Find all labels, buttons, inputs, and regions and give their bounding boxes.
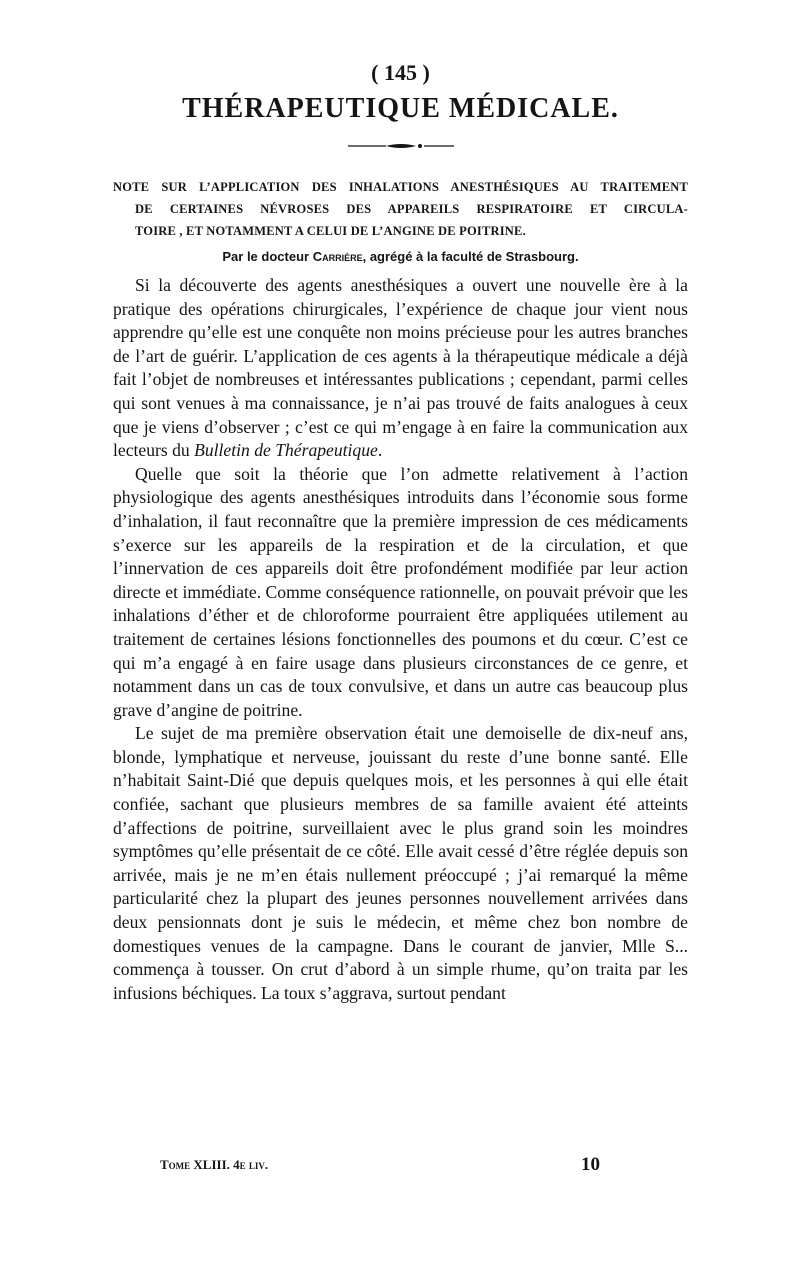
paragraph-1-end: . <box>377 440 383 461</box>
paragraph-3: Le sujet de ma première observation était une demoiselle de dix-neuf ans, blonde, lymphatique et nerveuse, jouissant du reste d’une bonne santé. Elle n’habitait Saint-Dié que depuis quelques mois, et les personnes à qui elle était confiée, sachant que plusieurs membres de sa famille avaient été atteints d’affections de poitrine, surveillaient avec le plus grand soin les moindres symptômes qu’elle présentait de ce côté. Elle avait cessé d’être réglée depuis son arrivée, mais je ne m’en étais nullement préoccupé ; j’ai remarqué la même particularité chez la plupart des jeunes personnes nouvellement arrivées dans deux pensionnats dont je suis le médecin, et même chez bon nombre de domestiques venues de la campagne. Dans le courant de janvier, Mlle S... commença à tousser. On crut d’abord à un simple rhume, qu’on traita par les infusions béchiques. La toux s’aggrava, surtout pendant <box>113 723 688 1003</box>
author-name: Carrière <box>312 249 363 264</box>
paragraph-1 <box>113 274 688 463</box>
paragraph-2: Quelle que soit la théorie que l’on admette relativement à l’action physiologique des agents anesthésiques introduits dans l’économie sous forme d’inhalation, il faut reconnaître que la première impression de ces médicaments s’exerce sur les appareils de la respiration et de la circulation, et que l’innervation de ces appareils doit être profondément modifiée par leur action directe et immédiate. Comme conséquence rationnelle, on pouvait prévoir que les inhalations d’éther et de chloroforme pourraient être appliquées utilement au traitement de certaines lésions fonctionnelles des poumons et du cœur. C’est ce qui m’a engagé à en faire usage dans plusieurs circonstances de ce genre, et notamment dans un cas de toux convulsive, et dans un autre cas beaucoup plus grave d’angine de poitrine. <box>113 463 688 720</box>
article-body <box>113 274 688 1005</box>
byline-affiliation: , agrégé à la faculté de Strasbourg. <box>362 249 579 264</box>
paragraph-1-text: Si la découverte des agents anesthésiques a ouvert une nouvelle ère à la pratique des opérations chirurgicales, l’expérience de chaque jour vient nous apprendre qu’elle est une conquête non moins précieuse pour les autres branches de l’art de guérir. L’application de ces agents à la thérapeutique médicale a déjà fait l’objet de nombreuses et intéressantes publications ; cependant, parmi celles qui sont venues à ma connaissance, je n’ai pas trouvé de faits analogues à ceux que je viens d’observer ; c’est ce qui m’engage à en faire la communication aux lecteurs du <box>113 275 688 461</box>
sheet-number: 10 <box>581 1154 600 1175</box>
byline-prefix: Par le docteur <box>222 249 313 264</box>
article-title-line-2: DE CERTAINES NÉVROSES DES APPAREILS RESPIRATOIRE ET CIRCULA- <box>135 202 688 216</box>
journal-title: Bulletin de Thérapeutique <box>194 440 378 461</box>
page-footer <box>160 1154 600 1176</box>
author-byline <box>113 248 688 266</box>
article-title-line-1: NOTE SUR L’APPLICATION DES INHALATIONS ANESTHÉSIQUES AU TRAITEMENT <box>113 180 688 194</box>
section-title: THÉRAPEUTIQUE MÉDICALE. <box>182 93 619 124</box>
ornamental-rule-icon <box>346 142 456 150</box>
article-title-line-3: TOIRE , ET NOTAMMENT A CELUI DE L’ANGINE DE POITRINE. <box>135 224 526 238</box>
article-title <box>113 176 688 242</box>
document-page <box>113 60 688 1005</box>
volume-signature: Tome XLIII. 4e liv. <box>160 1157 269 1172</box>
page-number: ( 145 ) <box>371 60 430 85</box>
